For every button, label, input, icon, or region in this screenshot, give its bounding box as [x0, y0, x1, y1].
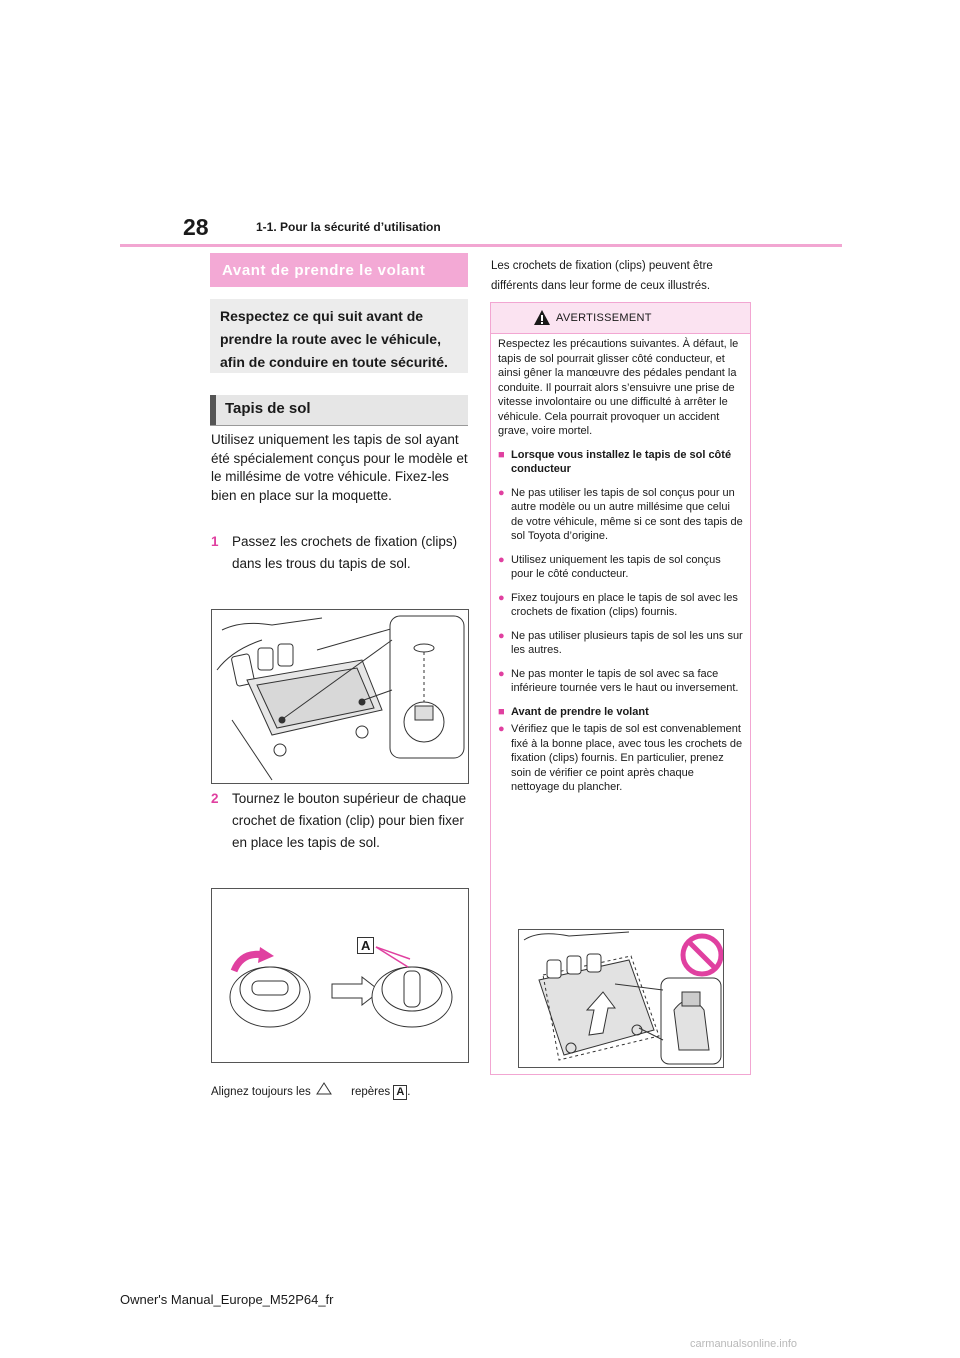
section-banner-title: Avant de prendre le volant [222, 262, 426, 279]
step-2-text: Tournez le bouton supérieur de chaque crochet de fixation (clip) pour bien fixer en place les tapis de sol. [232, 791, 467, 850]
floor-mat-hooks-illustration [211, 609, 469, 784]
right-intro-text: Les crochets de fixation (clips) peuvent être différents dans leur forme de ceux illustrés. [491, 260, 713, 292]
step-1 [211, 531, 469, 575]
intro-text: Respectez ce qui suit avant de prendre la route avec le véhicule, afin de conduire en toute sécurité. [220, 308, 448, 370]
subheading-title: Tapis de sol [225, 400, 311, 417]
header-rule [120, 244, 842, 247]
warning-bullet: ● Ne pas utiliser les tapis de sol conçus pour un autre modèle ou un autre millésime que celui de votre véhicule, même si ce sont des tapis de sol Toyota d’origine. [498, 486, 743, 542]
warning-heading-1: ■ Lorsque vous installez le tapis de sol côté conducteur [498, 448, 732, 475]
intro-box [210, 299, 468, 373]
warning-bullet: ● Vérifiez que le tapis de sol est convenablement fixé à la bonne place, avec tous les crochets de fixation (clips) fournis. En particulier, prenez soin de vérifier ce point après chaque nettoyage du plancher. [498, 723, 743, 793]
caption-mid: repères [351, 1086, 391, 1098]
caption-label-a: A [393, 1085, 407, 1100]
section-banner [210, 253, 468, 287]
warning-bullet: ● Utilisez uniquement les tapis de sol conçus pour le côté conducteur. [498, 553, 721, 580]
step-2 [211, 788, 469, 854]
warning-paragraph: Respectez les précautions suivantes. À défaut, le tapis de sol pourrait glisser côté conducteur, et ainsi gêner la manœuvre des pédales pendant la conduite. Il pourrait alors s’ensuivre une prise de vitesse involontaire ou une difficulté à arrêter le véhicule. Cela pourrait provoquer un accident grave, voire mortel. [498, 338, 739, 437]
caption-start: Alignez toujours les [211, 1086, 311, 1098]
watermark: carmanualsonline.info [690, 1338, 798, 1350]
step-1-number: 1 [211, 534, 219, 549]
subheading-box [210, 395, 468, 426]
triangle-mark-icon [314, 1082, 348, 1098]
step-2-number: 2 [211, 791, 219, 806]
warning-icon [533, 309, 551, 326]
prohibited-mat-illustration [518, 929, 724, 1068]
footer-manual-id: Owner's Manual_Europe_M52P64_fr [120, 1292, 334, 1307]
section-header: 1-1. Pour la sécurité d’utilisation [256, 220, 441, 234]
warning-bullet: ● Ne pas utiliser plusieurs tapis de sol les uns sur les autres. [498, 629, 743, 656]
subheading-bar [210, 395, 216, 425]
figure-label-a: A [357, 937, 374, 954]
step-1-text: Passez les crochets de fixation (clips) dans les trous du tapis de sol. [232, 534, 458, 571]
clip-rotation-illustration [211, 888, 469, 1063]
caption-end: . [407, 1086, 411, 1098]
warning-header [491, 303, 750, 334]
figure-caption [211, 1082, 411, 1100]
warning-body [498, 337, 743, 804]
warning-box [490, 302, 751, 1075]
warning-title: AVERTISSEMENT [556, 312, 652, 324]
warning-bullet: ● Fixez toujours en place le tapis de sol avec les crochets de fixation (clips) fournis. [498, 591, 738, 618]
page-number: 28 [183, 214, 209, 240]
warning-bullet: ● Ne pas monter le tapis de sol avec sa face inférieure tournée vers le haut ou inversement. [498, 667, 739, 694]
body-paragraph: Utilisez uniquement les tapis de sol ayant été spécialement conçus pour le modèle et le millésime de votre véhicule. Fixez-les bien en place sur la moquette. [211, 432, 468, 503]
warning-heading-2: ■ Avant de prendre le volant [498, 705, 649, 718]
